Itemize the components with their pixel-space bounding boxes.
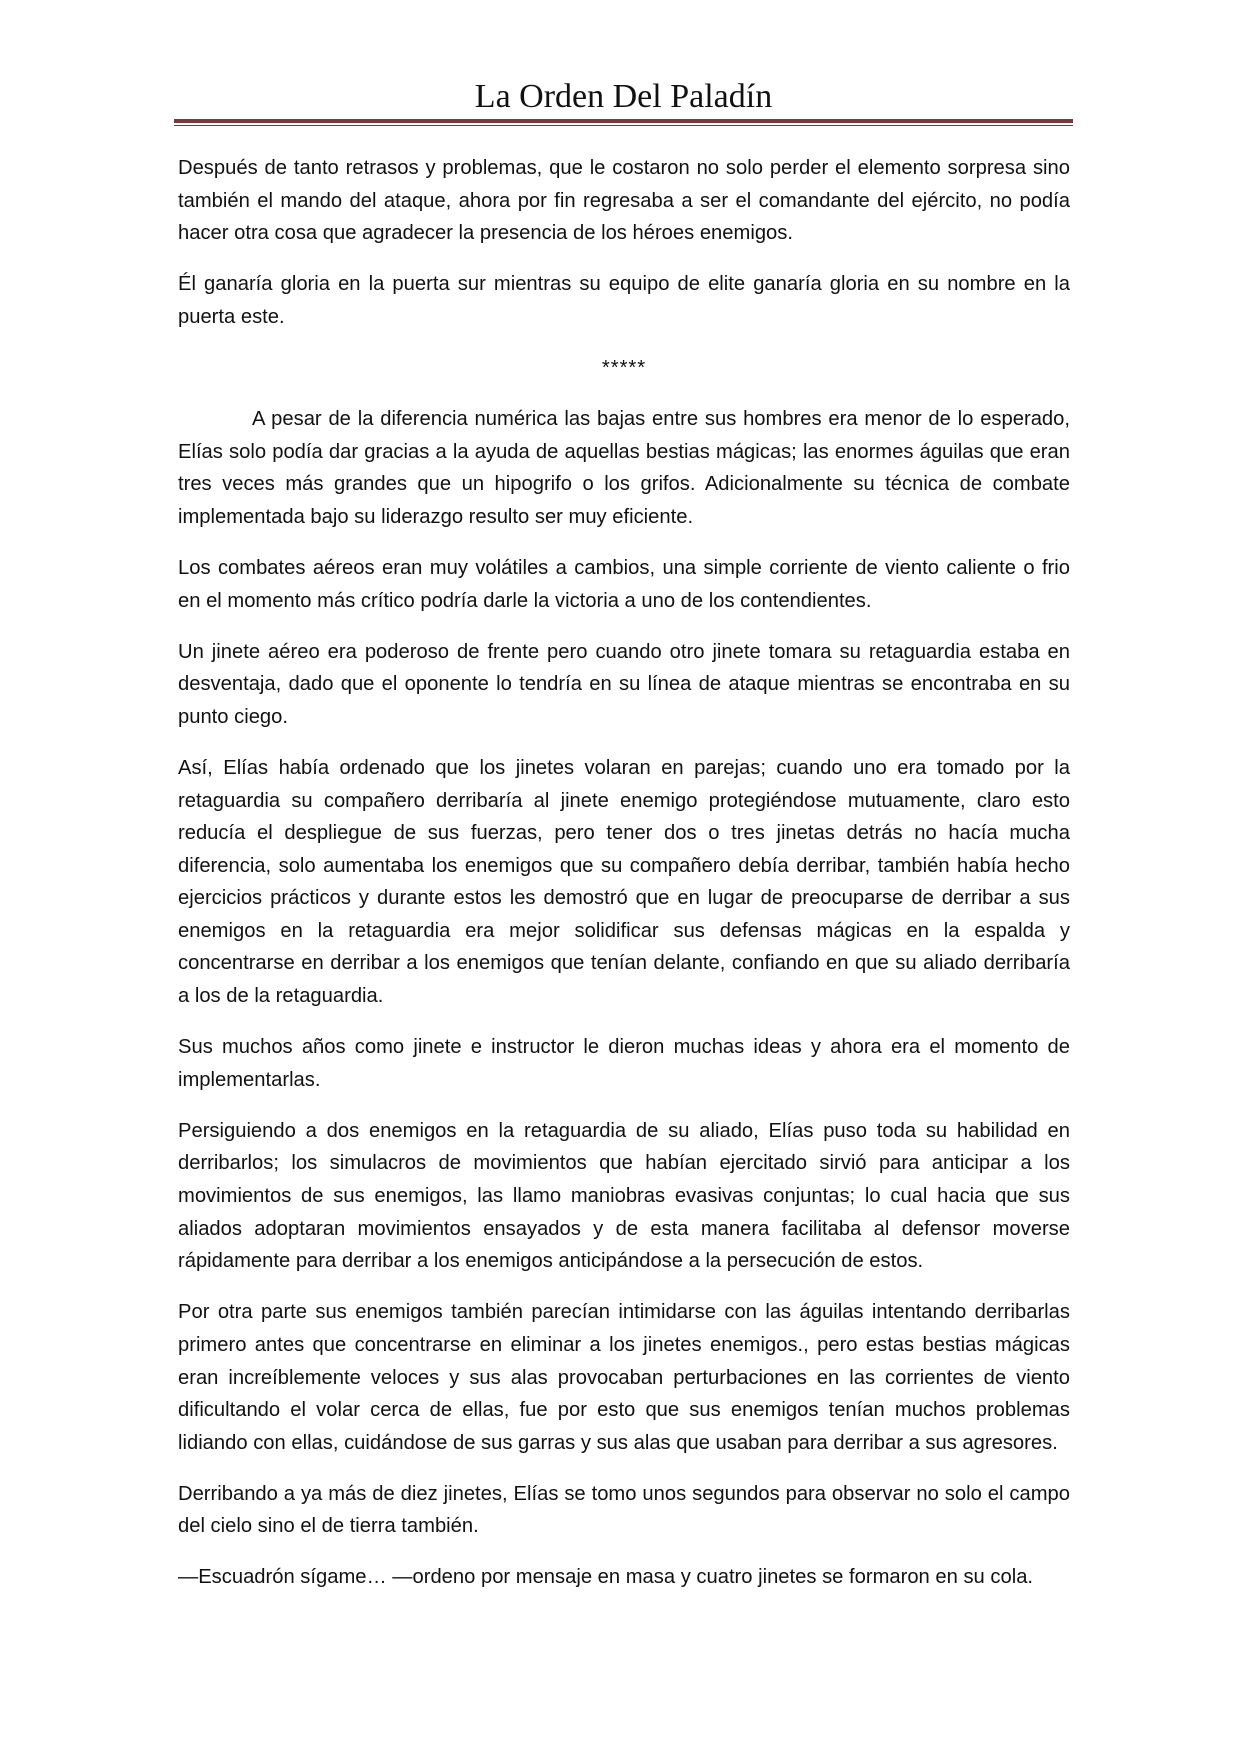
paragraph-4: Los combates aéreos eran muy volátiles a cambios, una simple corriente de viento caliente o frio en el momento más crítico podría darle la victoria a uno de los contendientes. <box>178 556 1070 612</box>
paragraph-5: Un jinete aéreo era poderoso de frente pero cuando otro jinete tomara su retaguardia estaba en desventaja, dado que el oponente lo tendría en su línea de ataque mientras se encontraba en su punto ciego. <box>178 640 1070 728</box>
page-title: La Orden Del Paladín <box>474 78 773 115</box>
paragraph-1: Después de tanto retrasos y problemas, que le costaron no solo perder el elemento sorpresa sino también el mando del ataque, ahora por fin regresaba a ser el comandante del ejército, no podía hacer otra cosa que agradecer la presencia de los héroes enemigos. <box>178 157 1070 245</box>
scene-separator: ***** <box>601 356 647 379</box>
page-header <box>174 70 1073 124</box>
paragraph-9: Por otra parte sus enemigos también parecían intimidarse con las águilas intentando derribarlas primero antes que concentrarse en eliminar a los jinetes enemigos., pero estas bestias mágicas eran increíblemente veloces y sus alas provocaban perturbaciones en las corrientes de viento dificultando el volar cerca de ellas, fue por esto que sus enemigos tenían muchos problemas lidiando con ellas, cuidándose de sus garras y sus alas que usaban para derribar a sus agresores. <box>178 1301 1070 1454</box>
paragraph-6: Así, Elías había ordenado que los jinetes volaran en parejas; cuando uno era tomado por la retaguardia su compañero derribaría al jinete enemigo protegiéndose mutuamente, claro esto reducía el despliegue de sus fuerzas, pero tener dos o tres jinetas detrás no hacía mucha diferencia, solo aumentaba los enemigos que su compañero debía derribar, también había hecho ejercicios prácticos y durante estos les demostró que en lugar de preocuparse de derribar a sus enemigos en la retaguardia era mejor solidificar sus defensas mágicas en la espalda y concentrarse en derribar a los enemigos que tenían delante, confiando en que su aliado derribaría a los de la retaguardia. <box>178 756 1070 1008</box>
header-rule-thin <box>174 125 1073 126</box>
paragraph-10: Derribando a ya más de diez jinetes, Elías se tomo unos segundos para observar no solo el campo del cielo sino el de tierra también. <box>178 1482 1070 1538</box>
paragraph-11: —Escuadrón sígame… —ordeno por mensaje en masa y cuatro jinetes se formaron en su cola. <box>178 1566 1034 1589</box>
body-text <box>178 152 1070 1613</box>
paragraph-3: A pesar de la diferencia numérica las bajas entre sus hombres era menor de lo esperado, Elías solo podía dar gracias a la ayuda de aquellas bestias mágicas; las enormes águilas que eran tres veces más grandes que un hipogrifo o los grifos. Adicionalmente su técnica de combate implementada bajo su liderazgo resulto ser muy eficiente. <box>178 408 1070 528</box>
paragraph-7: Sus muchos años como jinete e instructor le dieron muchas ideas y ahora era el momento de implementarlas. <box>178 1036 1070 1091</box>
header-rule-thick <box>174 119 1073 123</box>
paragraph-2: Él ganaría gloria en la puerta sur mientras su equipo de elite ganaría gloria en su nombre en la puerta este. <box>178 273 1070 328</box>
paragraph-8: Persiguiendo a dos enemigos en la retaguardia de su aliado, Elías puso toda su habilidad en derribarlos; los simulacros de movimientos que habían ejercitado sirvió para anticipar a los movimientos de sus enemigos, las llamo maniobras evasivas conjuntas; lo cual hacia que sus aliados adoptaran movimientos ensayados y de esta manera facilitaba al defensor moverse rápidamente para derribar a los enemigos anticipándose a la persecución de estos. <box>178 1119 1070 1273</box>
